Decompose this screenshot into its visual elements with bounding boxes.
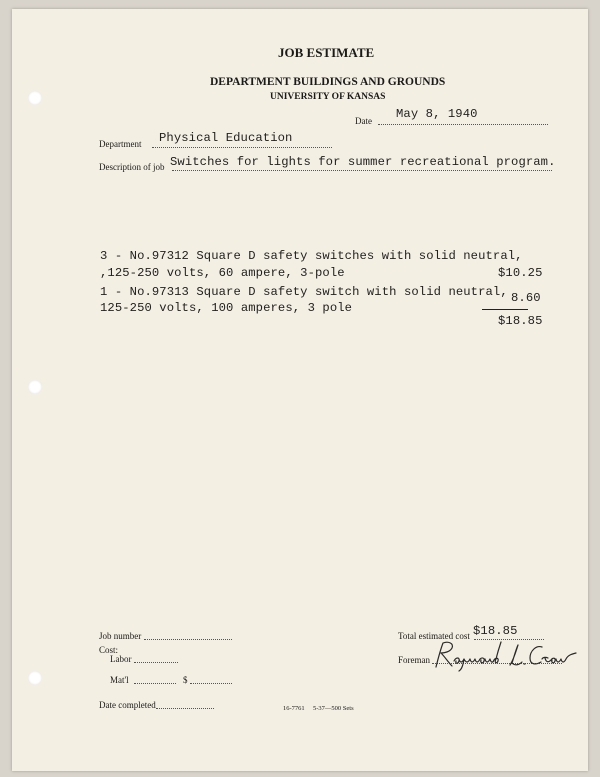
- line-item-1-text-2: ,125-250 volts, 60 ampere, 3-pole: [100, 266, 345, 280]
- punch-hole-top: [28, 91, 42, 105]
- date-label: Date: [355, 116, 372, 126]
- description-label: Description of job: [99, 162, 165, 172]
- sum-underline: [482, 309, 528, 310]
- job-number-label: Job number: [99, 631, 142, 641]
- form-number: 16-7761: [283, 705, 305, 712]
- foreman-label: Foreman: [398, 655, 430, 665]
- punch-hole-bottom: [28, 671, 42, 685]
- total-estimated-label: Total estimated cost: [398, 631, 470, 641]
- line-item-2-amount: 8.60: [511, 291, 541, 305]
- matl-label: Mat'l: [110, 675, 129, 685]
- line-item-1-amount: $10.25: [498, 266, 543, 280]
- department-heading: DEPARTMENT BUILDINGS AND GROUNDS: [210, 76, 446, 88]
- labor-label: Labor: [110, 654, 132, 664]
- job-number-line: [144, 639, 232, 640]
- description-line: [172, 170, 552, 171]
- cost-label: Cost:: [99, 645, 119, 655]
- estimate-sheet: [12, 9, 588, 771]
- description-value: Switches for lights for summer recreational program.: [170, 155, 556, 169]
- department-value: Physical Education: [159, 131, 293, 145]
- matl-dollar-sign: $: [183, 675, 188, 685]
- foreman-signature: [430, 637, 580, 673]
- date-completed-line: [156, 708, 214, 709]
- matl-amount-line: [190, 683, 232, 684]
- date-line: [378, 124, 548, 125]
- total-estimated-value: $18.85: [473, 624, 518, 638]
- form-title: JOB ESTIMATE: [278, 45, 375, 60]
- print-run: 5-37—500 Sets: [313, 705, 354, 712]
- department-line: [152, 147, 332, 148]
- line-item-1-text-1: 3 - No.97312 Square D safety switches with solid neutral,: [100, 249, 523, 263]
- line-item-2-text-2: 125-250 volts, 100 amperes, 3 pole: [100, 301, 353, 315]
- date-value: May 8, 1940: [396, 107, 478, 121]
- department-label: Department: [99, 139, 142, 149]
- labor-line: [134, 662, 178, 663]
- punch-hole-middle: [28, 380, 42, 394]
- matl-line: [134, 683, 176, 684]
- university-heading: UNIVERSITY OF KANSAS: [270, 92, 386, 102]
- line-item-2-text-1: 1 - No.97313 Square D safety switch with solid neutral,: [100, 285, 508, 299]
- line-items-total: $18.85: [498, 314, 543, 328]
- date-completed-label: Date completed: [99, 700, 156, 710]
